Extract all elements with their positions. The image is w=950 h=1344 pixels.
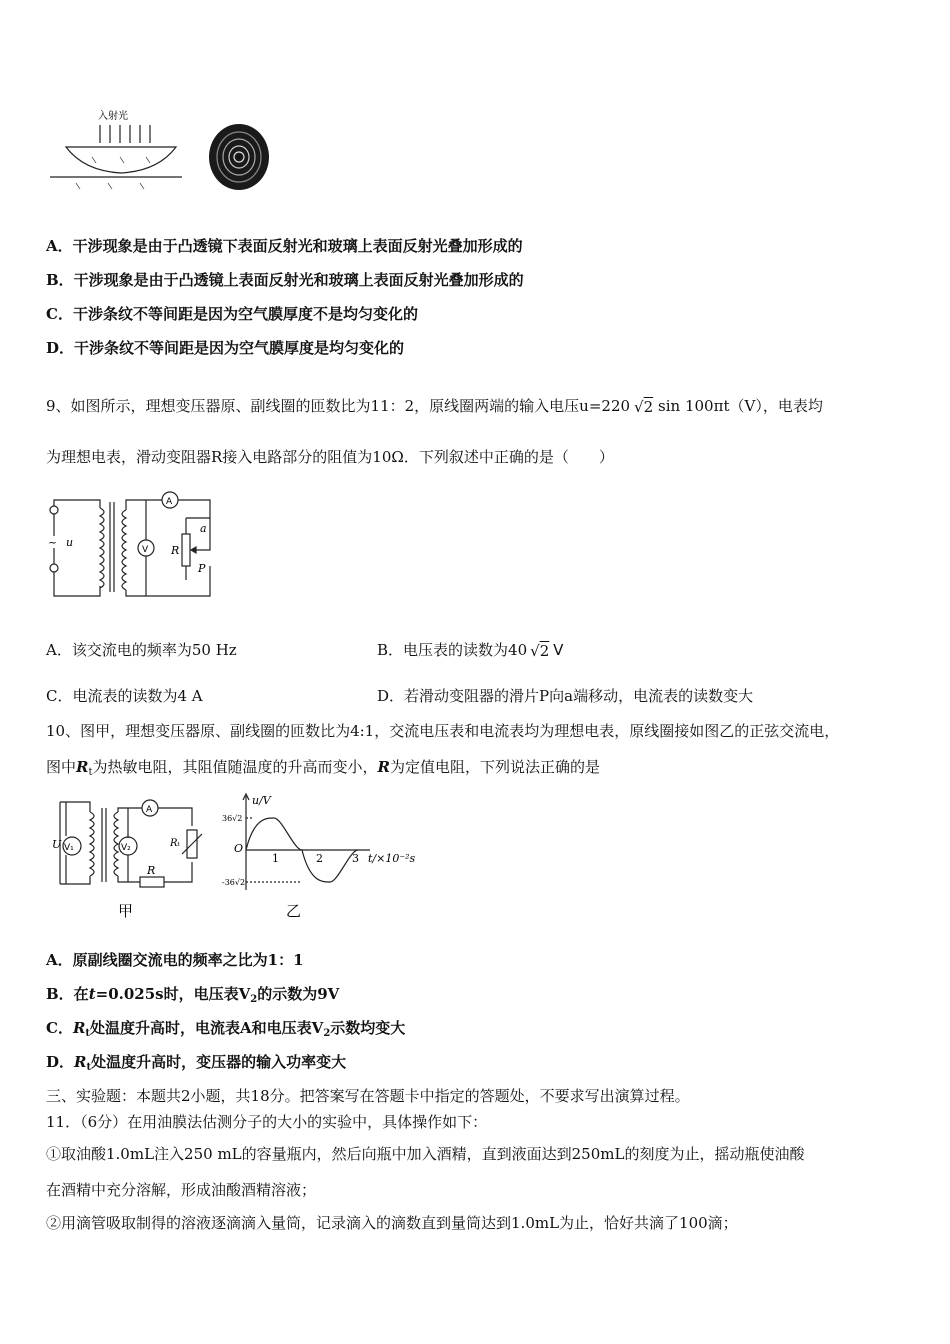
q10-yi-y-label: u/V [252,794,271,807]
q11-step2: ②用滴管吸取制得的溶液逐滴滴入量筒，记录滴入的滴数直到量筒达到1.0mL为止，恰好共滴了100滴； [46,1214,738,1232]
q10-option-c-sub2: 2 [323,1028,331,1039]
q10-jia-V2-label: V₂ [121,843,131,853]
q10-option-c-part1: C． [46,1019,73,1037]
q10-stem-part1: 图中 [46,758,77,776]
q8-option-a: A．干涉现象是由于凸透镜下表面反射光和玻璃上表面反射光叠加形成的 [46,237,523,255]
q10-yi-origin: O [234,842,244,855]
q10-option-d-part2: 处温度升高时，变压器的输入功率变大 [91,1053,347,1071]
q9-stem-line2: 为理想电表，滑动变阻器R接入电路部分的阻值为10Ω．下列叙述中正确的是（ ） [46,448,614,466]
q8-option-b: B．干涉现象是由于凸透镜上表面反射光和玻璃上表面反射光叠加形成的 [46,271,524,289]
q10-option-b-t: t [88,985,96,1003]
q9-option-a: A．该交流电的频率为50 Hz [46,641,237,659]
newton-rings-pattern [207,122,271,192]
q11-step1-line2: 在酒精中充分溶解，形成油酸酒精溶液； [46,1181,317,1199]
q9-option-b-unit: V [553,641,564,659]
q8-option-c: C．干涉条纹不等间距是因为空气膜厚度不是均匀变化的 [46,305,418,323]
section-3-heading: 三、实验题：本题共2小题，共18分。把答案写在答题卡中指定的答题处，不要求写出演算过程。 [46,1087,690,1105]
newton-rings-lens-figure [46,105,186,195]
q10-option-d [46,1052,346,1078]
q10-figure-jia [50,796,210,921]
q10-option-c-part2: 处温度升高时，电流表A和电压表V [90,1019,324,1037]
q10-jia-R-label: R [147,864,156,877]
q9-u-label: u [66,536,74,549]
q10-option-c-part3: 示数均变大 [330,1019,406,1037]
q10-stem-part2: 为热敏电阻，其阻值随温度的升高而变小， [92,758,378,776]
q9-voltmeter-label: V [142,545,149,555]
q10-yi-tick-1: 1 [272,852,279,865]
q10-yi-x-label: t/×10⁻²s [368,852,416,865]
q10-option-d-part1: D． [46,1053,75,1071]
q10-jia-caption: 甲 [118,902,134,920]
q9-R-label: R [171,544,180,557]
q11-stem: 11．（6分）在用油膜法估测分子的大小的实验中，具体操作如下： [46,1113,488,1131]
q9-circuit-figure [44,488,224,603]
q10-yi-y-bottom: -36√2 [222,878,246,887]
q10-option-b-part3: 的示数为9V [257,985,340,1003]
q10-jia-U-label: U [52,838,62,851]
q10-option-d-R: R [74,1053,87,1071]
q11-step1-line1: ①取油酸1.0mL注入250 mL的容量瓶内，然后向瓶中加入酒精，直到液面达到250mL的刻度为止，摇动瓶使油酸 [46,1145,805,1163]
q10-option-b-part2: =0.025s时，电压表V [95,985,251,1003]
q10-yi-y-top: 36√2 [222,814,243,823]
q10-option-c [46,1018,405,1044]
q10-option-b-part1: B．在 [46,985,89,1003]
q10-r-symbol: R [377,758,390,776]
q10-rt-symbol: R [76,758,89,776]
q10-rt-sub: t [88,767,93,778]
q10-jia-A-label: A [146,805,153,815]
q9-stem-line1: 9、如图所示，理想变压器原、副线圈的匝数比为11：2，原线圈两端的输入电压u=220 √2 sin 100πt（V），电表均 [46,397,823,416]
q9-a-label: a [200,522,207,535]
q10-option-c-R: R [72,1019,86,1037]
q9-tilde: ~ [48,536,58,549]
q10-stem-part3: 为定值电阻，下列说法正确的是 [390,758,601,776]
q10-jia-Rt-label: Rₜ [170,838,180,849]
q9-option-b-sqrt-value: 2 [539,642,550,660]
q9-sqrt-value: 2 [643,398,654,416]
q10-yi-tick-2: 2 [316,852,323,865]
q9-ammeter-label: A [166,497,173,507]
q9-option-b-part1: B．电压表的读数为40 [377,641,528,659]
q9-option-b: B．电压表的读数为40 √2 V [377,641,564,660]
incident-light-label: 入射光 [98,111,128,122]
q10-yi-tick-3: 3 [352,852,359,865]
q10-jia-V1-label: V₁ [64,843,74,853]
q10-stem-line2 [46,757,600,783]
q9-stem-part2: sin 100πt（V），电表均 [658,397,823,415]
q10-option-b [46,984,339,1010]
q10-stem-line1: 10、图甲，理想变压器原、副线圈的匝数比为4:1，交流电压表和电流表均为理想电表，原线圈接如图乙的正弦交流电， [46,722,840,740]
q10-yi-caption: 乙 [286,902,302,920]
q10-option-d-sub: t [86,1062,92,1073]
q10-option-a: A．原副线圈交流电的频率之比为1：1 [46,951,304,969]
q9-P-label: P [198,562,206,575]
q8-option-d: D．干涉条纹不等间距是因为空气膜厚度是均匀变化的 [46,339,405,357]
q10-option-c-sub: t [85,1028,91,1039]
q10-option-b-sub: 2 [250,994,258,1005]
q9-option-d: D．若滑动变阻器的滑片P向a端移动，电流表的读数变大 [377,687,754,705]
q9-option-c: C．电流表的读数为4 A [46,687,203,705]
q9-stem-part1: 9、如图所示，理想变压器原、副线圈的匝数比为11：2，原线圈两端的输入电压u=220 [46,397,631,415]
q10-figure-yi [222,790,432,920]
